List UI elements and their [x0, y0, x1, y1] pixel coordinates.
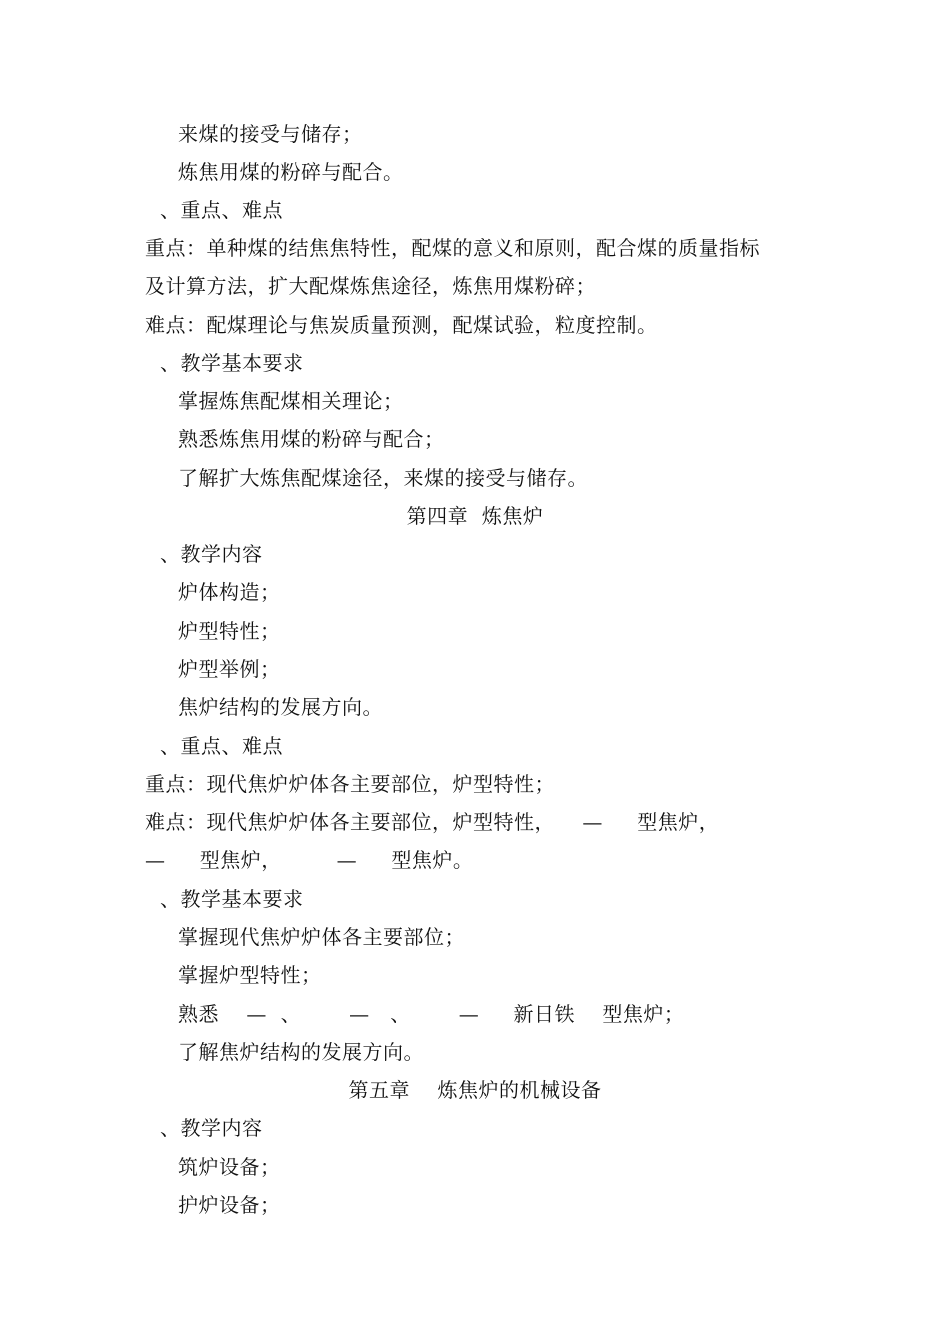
text-line: 护炉设备；	[178, 1193, 281, 1217]
text-line: 了解焦炉结构的发展方向。	[178, 1040, 424, 1064]
text-line: 重点：现代焦炉炉体各主要部位，炉型特性；	[145, 772, 555, 796]
text-line: 重点：单种煤的结焦焦特性，配煤的意义和原则，配合煤的质量指标	[145, 236, 760, 260]
text-line: 掌握炼焦配煤相关理论；	[178, 389, 404, 413]
section-heading: 、重点、难点	[160, 734, 283, 758]
text-line: 及计算方法，扩大配煤炼焦途径，炼焦用煤粉碎；	[145, 274, 596, 298]
section-heading: 、教学内容	[160, 1116, 263, 1140]
section-heading: 、教学内容	[160, 542, 263, 566]
text-line: 来煤的接受与储存；	[178, 122, 363, 146]
text-line: 焦炉结构的发展方向。	[178, 695, 383, 719]
text-line: 筑炉设备；	[178, 1155, 281, 1179]
text-line: 炉型举例；	[178, 657, 281, 681]
text-line: 熟悉炼焦用煤的粉碎与配合；	[178, 427, 445, 451]
text-line: 炼焦用煤的粉碎与配合。	[178, 160, 404, 184]
section-heading: 、教学基本要求	[160, 887, 304, 911]
text-line: 掌握现代焦炉炉体各主要部位；	[178, 925, 465, 949]
section-heading: 、重点、难点	[160, 198, 283, 222]
text-line: 炉型特性；	[178, 619, 281, 643]
chapter-title: 第五章 炼焦炉的机械设备	[348, 1078, 602, 1102]
text-line: 难点：现代焦炉炉体各主要部位，炉型特性， — 型焦炉，	[145, 810, 720, 834]
text-line: 掌握炉型特性；	[178, 963, 322, 987]
text-line: 熟悉 — 、 — 、 — 新日铁 型焦炉；	[178, 1002, 685, 1026]
text-line: 炉体构造；	[178, 580, 281, 604]
section-heading: 、教学基本要求	[160, 351, 304, 375]
text-line: 了解扩大炼焦配煤途径，来煤的接受与储存。	[178, 466, 588, 490]
text-line: 难点：配煤理论与焦炭质量预测，配煤试验，粒度控制。	[145, 313, 658, 337]
text-line: — 型焦炉， — 型焦炉。	[145, 848, 474, 872]
chapter-title: 第四章 炼焦炉	[406, 504, 544, 528]
